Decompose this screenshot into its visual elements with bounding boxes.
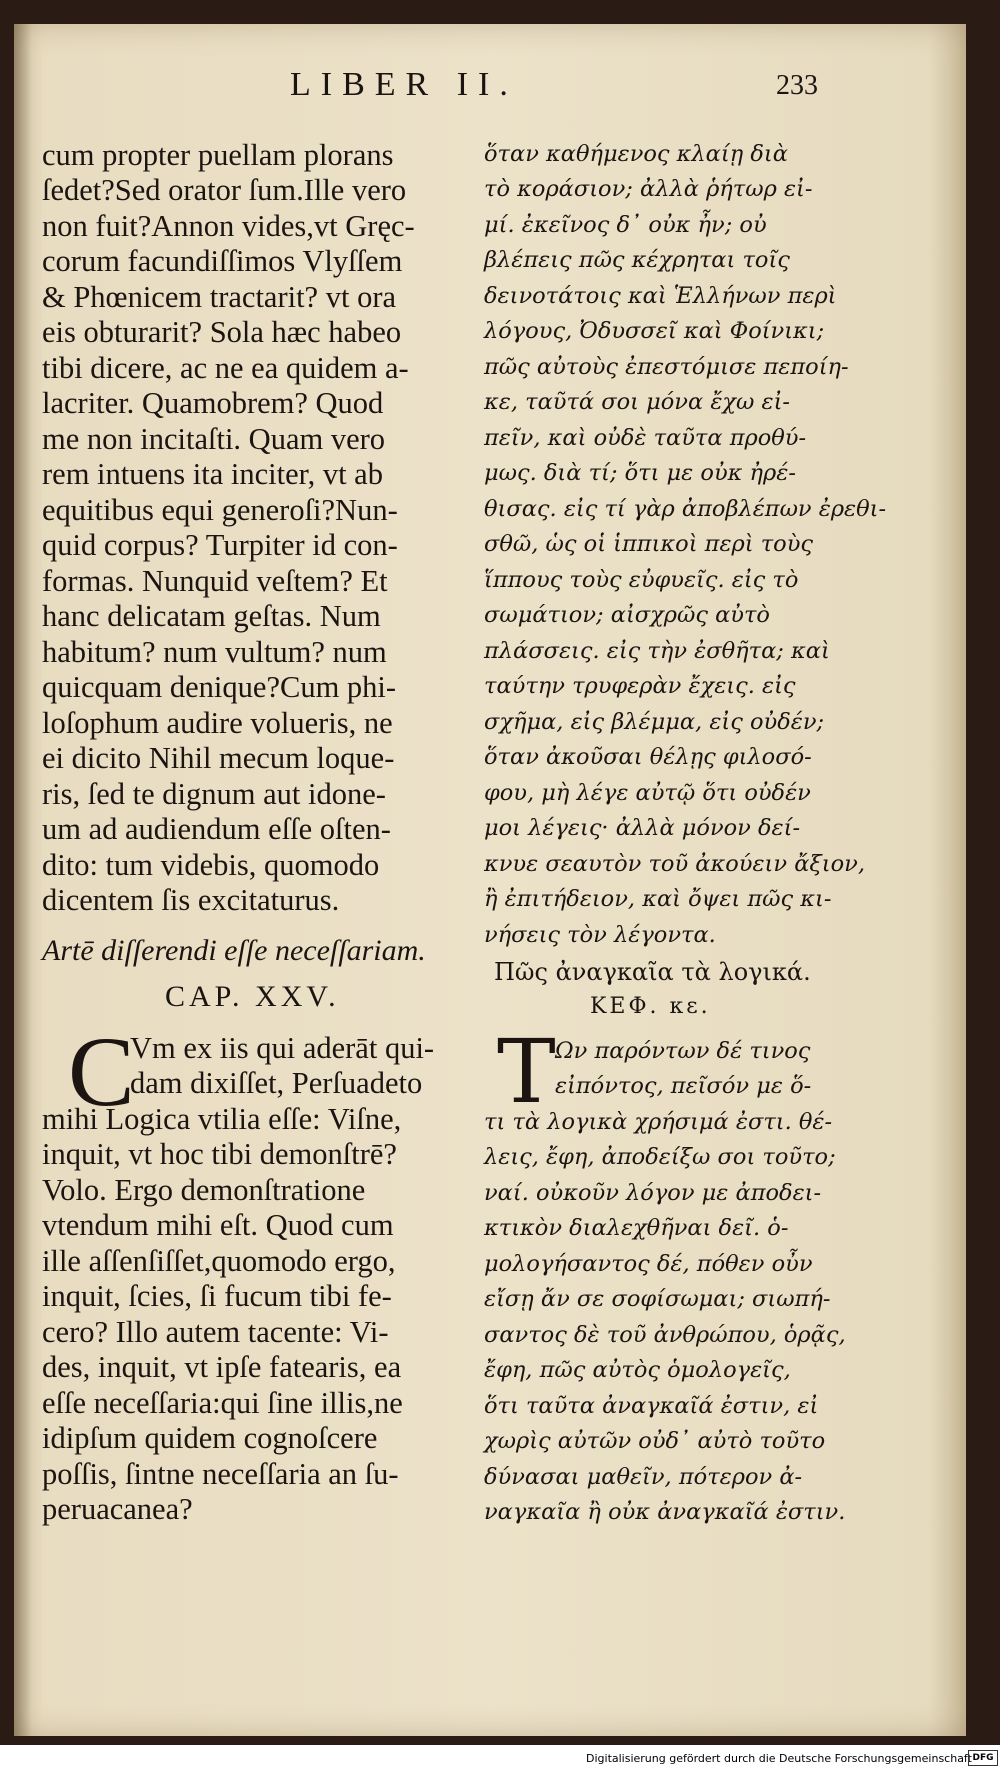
- latin-line: poſſis, ſintne neceſſaria an ſu-: [42, 1457, 399, 1491]
- gutter-shadow: [14, 24, 32, 1736]
- latin-line: eis obturarit? Sola hæc habeo: [42, 315, 402, 349]
- latin-line: ris, ſed te dignum aut idone-: [42, 777, 386, 811]
- latin-line: quicquam denique?Cum phi-: [42, 670, 397, 704]
- latin-line: dito: tum videbis, quomodo: [42, 848, 380, 882]
- latin-line: & Phœnicem tractarit? vt ora: [42, 280, 397, 314]
- greek-line: μως. διὰ τί; ὅτι με οὐκ ἠρέ-: [484, 460, 796, 486]
- latin-line: inquit, vt hoc tibi demonſtrē?: [42, 1137, 397, 1171]
- greek-line: κτικὸν διαλεχθῆναι δεῖ. ὁ-: [484, 1215, 789, 1241]
- running-head: LIBER II.: [290, 66, 518, 103]
- greek-line: φου, μὴ λέγε αὐτῷ ὅτι οὐδέν: [484, 780, 811, 806]
- greek-line: δύνασαι μαθεῖν, πότερον ἀ-: [484, 1464, 803, 1490]
- greek-chapter-number: ΚΕΦ. κε.: [590, 994, 711, 1019]
- latin-line: ſedet?Sed orator ſum.Ille vero: [42, 173, 407, 207]
- greek-line: λεις, ἔφη, ἀποδείξω σοι τοῦτο;: [484, 1144, 836, 1170]
- latin-line: habitum? num vultum? num: [42, 635, 387, 669]
- latin-line: lacriter. Quamobrem? Quod: [42, 386, 384, 420]
- greek-line: μοι λέγεις· ἀλλὰ μόνον δεί-: [484, 815, 801, 841]
- greek-line: εἰπόντος, πεῖσόν με ὅ-: [555, 1073, 812, 1099]
- latin-line: loſophum audire volueris, ne: [42, 706, 393, 740]
- greek-line: ναί. οὐκοῦν λόγον με ἀποδει-: [484, 1180, 822, 1206]
- latin-line: me non incitaſti. Quam vero: [42, 422, 386, 456]
- page-number: 233: [776, 70, 818, 101]
- greek-drop-capital: Τ: [497, 1020, 556, 1123]
- greek-line: Ων παρόντων δέ τινος: [555, 1038, 811, 1064]
- greek-line: νήσεις τὸν λέγοντα.: [484, 922, 716, 948]
- latin-line: cum propter puellam plorans: [42, 138, 394, 172]
- greek-line: πεῖν, καὶ οὐδὲ ταῦτα προθύ-: [484, 425, 807, 451]
- latin-chapter-heading: Artē diſſerendi eſſe neceſſariam.: [42, 934, 426, 967]
- latin-line: rem intuens ita inciter, vt ab: [42, 457, 383, 491]
- latin-line: formas. Nunquid veſtem? Et: [42, 564, 388, 598]
- latin-line: cero? Illo autem tacente: Vi-: [42, 1315, 389, 1349]
- latin-line: idipſum quidem cognoſcere: [42, 1421, 378, 1455]
- greek-chapter-heading: Πῶς ἀναγκαῖα τὰ λογικά.: [494, 958, 811, 986]
- greek-line: ναγκαῖα ἢ οὐκ ἀναγκαῖά ἐστιν.: [484, 1499, 846, 1525]
- greek-line: πλάσσεις. εἰς τὴν ἐσθῆτα; καὶ: [484, 638, 830, 664]
- greek-line: ἔφη, πῶς αὐτὸς ὁμολογεῖς,: [484, 1357, 791, 1383]
- latin-line: quid corpus? Turpiter id con-: [42, 528, 398, 562]
- dfg-logo: DFG: [968, 1750, 998, 1766]
- latin-drop-capital: C: [68, 1016, 135, 1127]
- greek-line: κε, ταῦτά σοι μόνα ἔχω εἰ-: [484, 389, 791, 415]
- greek-line: μί. ἐκεῖνος δ᾽ οὐκ ἦν; οὐ: [484, 212, 767, 238]
- greek-line: μολογήσαντος δέ, πόθεν οὖν: [484, 1251, 813, 1277]
- greek-line: σαντος δὲ τοῦ ἀνθρώπου, ὁρᾷς,: [484, 1322, 846, 1348]
- latin-line: eſſe neceſſaria:qui ſine illis,ne: [42, 1386, 403, 1420]
- latin-line: non fuit?Annon vides,vt Gręc-: [42, 209, 415, 243]
- greek-line: σχῆμα, εἰς βλέμμα, εἰς οὐδέν;: [484, 709, 825, 735]
- greek-line: σθῶ, ὡς οἱ ἱππικοὶ περὶ τοὺς: [484, 531, 814, 557]
- latin-line: Volo. Ergo demonſtratione: [42, 1173, 366, 1207]
- greek-line: τι τὰ λογικὰ χρήσιμά ἐστι. θέ-: [484, 1109, 833, 1135]
- latin-line: peruacanea?: [42, 1492, 193, 1526]
- greek-line: δεινοτάτοις καὶ Ἑλλήνων περὶ: [484, 283, 837, 309]
- latin-line: tibi dicere, ac ne ea quidem a-: [42, 351, 409, 385]
- greek-line: ὅτι ταῦτα ἀναγκαῖά ἐστιν, εἰ: [484, 1393, 819, 1419]
- greek-line: λόγους, Ὀδυσσεῖ καὶ Φοίνικι;: [484, 318, 825, 344]
- greek-line: πῶς αὐτοὺς ἐπεστόμισε πεποίη-: [484, 354, 849, 380]
- greek-line: ὅταν ἀκοῦσαι θέλῃς φιλοσό-: [484, 744, 812, 770]
- greek-line: ἵππους τοὺς εὐφυεῖς. εἰς τὸ: [484, 567, 799, 593]
- greek-line: ἢ ἐπιτήδειον, καὶ ὄψει πῶς κι-: [484, 886, 832, 912]
- greek-line: εἴσῃ ἄν σε σοφίσωμαι; σιωπή-: [484, 1286, 831, 1312]
- latin-line: dam dixiſſet, Perſuadeto: [130, 1066, 423, 1100]
- greek-line: βλέπεις πῶς κέχρηται τοῖς: [484, 247, 790, 273]
- greek-line: ταύτην τρυφερὰν ἔχεις. εἰς: [484, 673, 796, 699]
- greek-line: τὸ κοράσιον; ἀλλὰ ῥήτωρ εἰ-: [484, 176, 813, 202]
- greek-line: σωμάτιον; αἰσχρῶς αὐτὸ: [484, 602, 770, 628]
- latin-line: des, inquit, vt ipſe fatearis, ea: [42, 1350, 402, 1384]
- latin-chapter-number: CAP. XXV.: [165, 980, 340, 1013]
- latin-line: inquit, ſcies, ſi fucum tibi fe-: [42, 1279, 392, 1313]
- latin-line: ille aſſenſiſſet,quomodo ergo,: [42, 1244, 396, 1278]
- latin-line: mihi Logica vtilia eſſe: Viſne,: [42, 1102, 402, 1136]
- greek-line: κνυε σεαυτὸν τοῦ ἀκούειν ἄξιον,: [484, 851, 865, 877]
- latin-line: ei dicito Nihil mecum loque-: [42, 741, 395, 775]
- latin-line: hanc delicatam geſtas. Num: [42, 599, 381, 633]
- latin-line: dicentem ſis excitaturus.: [42, 883, 340, 917]
- latin-line: um ad audiendum eſſe oſten-: [42, 812, 391, 846]
- greek-line: θισας. εἰς τί γὰρ ἀποβλέπων ἐρεθι-: [484, 496, 887, 522]
- digitization-credit: Digitalisierung gefördert durch die Deutsche Forschungsgemeinschaft: [586, 1752, 972, 1765]
- latin-line: equitibus equi generoſi?Nun-: [42, 493, 398, 527]
- greek-line: ὅταν καθήμενος κλαίῃ διὰ: [484, 141, 788, 167]
- greek-line: χωρὶς αὐτῶν οὐδ᾽ αὐτὸ τοῦτο: [484, 1428, 826, 1454]
- latin-line: Vm ex iis qui aderāt qui-: [130, 1031, 435, 1065]
- latin-line: vtendum mihi eſt. Quod cum: [42, 1208, 394, 1242]
- latin-line: corum facundiſſimos Vlyſſem: [42, 244, 403, 278]
